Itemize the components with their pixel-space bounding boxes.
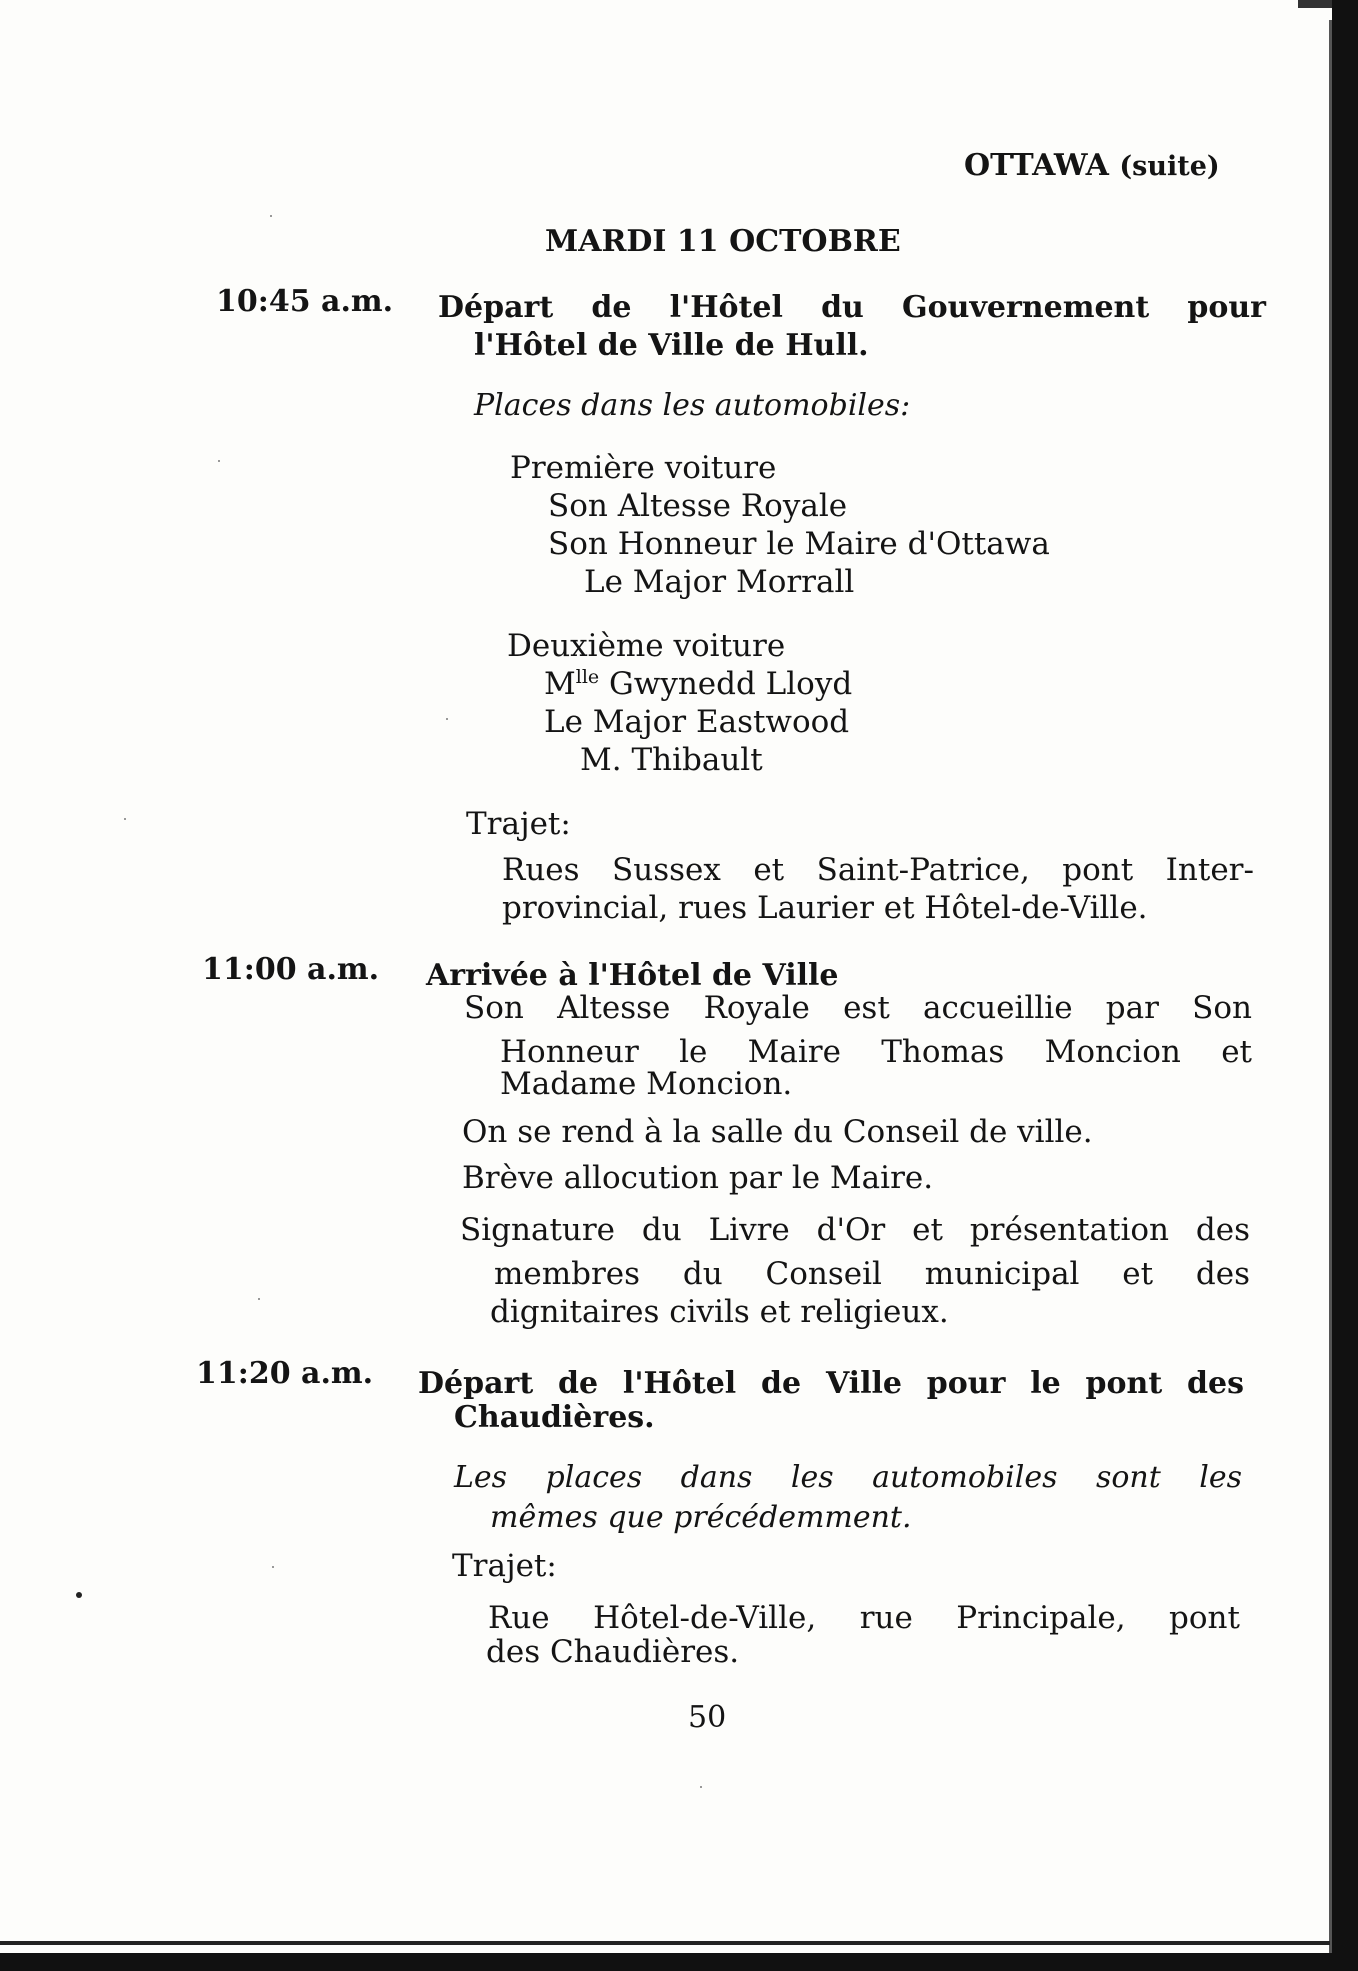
stray-speck — [124, 818, 126, 820]
stray-speck — [270, 215, 272, 217]
day-title: MARDI 11 OCTOBRE — [545, 224, 901, 259]
car2-passenger: $M^{lle}$ Gwynedd Lloyd — [544, 666, 853, 702]
para-line: Honneur le Maire Thomas Moncion et — [500, 1034, 1253, 1070]
para-line: membres du Conseil municipal et des — [494, 1256, 1250, 1292]
entry-time: 10:45 a.m. — [216, 284, 394, 319]
entry-title-line2: l'Hôtel de Ville de Hull. — [474, 328, 869, 363]
stray-speck — [218, 460, 220, 462]
stray-speck — [272, 1566, 274, 1568]
stray-dot — [76, 1592, 82, 1598]
entry-title-line2: Chaudières. — [454, 1400, 655, 1435]
page-number: 50 — [688, 1700, 727, 1735]
running-head-title: OTTAWA — [964, 148, 1109, 183]
running-head-suffix: (suite) — [1119, 151, 1220, 182]
route-line2: provincial, rues Laurier et Hôtel-de-Ville. — [502, 890, 1148, 926]
car1-passenger: Le Major Morrall — [584, 564, 855, 600]
car1-passenger: Son Altesse Royale — [548, 488, 848, 524]
stray-speck — [446, 718, 448, 720]
note-line2: mêmes que précédemment. — [490, 1500, 912, 1535]
note-line1: Les places dans les automobiles sont les — [454, 1460, 1242, 1495]
para-line: dignitaires civils et religieux. — [490, 1294, 949, 1330]
entry-time: 11:20 a.m. — [196, 1356, 374, 1391]
entry-title: Arrivée à l'Hôtel de Ville — [426, 958, 839, 993]
entry-time: 11:00 a.m. — [202, 952, 380, 987]
stray-speck — [700, 1786, 702, 1788]
stray-speck — [258, 1298, 260, 1300]
route-label: Trajet: — [452, 1548, 557, 1584]
entry-title-line1: Départ de l'Hôtel du Gouvernement pour — [438, 290, 1266, 325]
route-label: Trajet: — [466, 806, 571, 842]
scan-edge-bottom-line — [0, 1941, 1330, 1945]
scan-edge-right — [1332, 0, 1358, 1971]
para-line: Brève allocution par le Maire. — [462, 1160, 934, 1196]
entry-title-line1: Départ de l'Hôtel de Ville pour le pont des — [418, 1366, 1244, 1401]
para-line: On se rend à la salle du Conseil de ville. — [462, 1114, 1093, 1150]
car2-passenger: Le Major Eastwood — [544, 704, 850, 740]
car1-passenger: Son Honneur le Maire d'Ottawa — [548, 526, 1050, 562]
para-line: Signature du Livre d'Or et présentation des — [460, 1212, 1250, 1248]
scan-edge-right-inner — [1329, 20, 1332, 1960]
car2-passenger: M. Thibault — [580, 742, 763, 778]
para-line: Son Altesse Royale est accueillie par Son — [464, 990, 1253, 1026]
route-line2: des Chaudières. — [486, 1634, 740, 1670]
para-line: Madame Moncion. — [500, 1066, 793, 1102]
route-line1: Rues Sussex et Saint-Patrice, pont Inter- — [502, 852, 1254, 888]
car2-label: Deuxième voiture — [507, 628, 786, 664]
places-label: Places dans les automobiles: — [474, 388, 911, 423]
running-head — [964, 148, 1220, 183]
car1-label: Première voiture — [510, 450, 777, 486]
scan-edge-bottom — [0, 1953, 1358, 1971]
route-line1: Rue Hôtel-de-Ville, rue Principale, pont — [488, 1600, 1240, 1636]
